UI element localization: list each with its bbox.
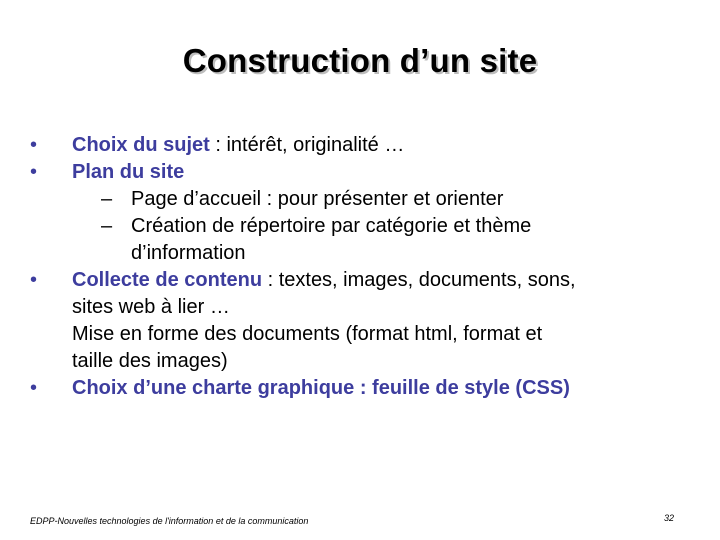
bullet-item-sujet [30,132,700,159]
slide-title: Construction d’un site [182,42,538,79]
bullet-text: : textes, images, documents, sons, [262,269,576,291]
bullet-item-charte [30,375,700,402]
bullet-item-contenu-continuation [30,294,700,321]
sub-item-repertoire-continuation [30,240,700,267]
bullet-text: : intérêt, originalité … [209,134,405,156]
bullet-keyword: Choix du sujet [72,134,210,156]
bullet-extra-text: Mise en forme des documents (format html, format et [72,323,543,345]
page-number: 32 [664,513,675,523]
bullet-keyword: Plan du site [72,161,185,183]
sub-item-repertoire [30,213,700,240]
sub-item-text: Page d’accueil : pour présenter et orienter [131,188,504,210]
sub-item-continuation-text: d’information [131,242,246,264]
bullet-icon: • [30,377,38,399]
bullet-extra-text: taille des images) [72,350,228,372]
sub-item-accueil [30,186,700,213]
footer-text: EDPP-Nouvelles technologies de l'information et de la communication [30,516,309,526]
bullet-item-contenu [30,267,700,294]
bullet-keyword: Choix d’une charte graphique : feuille de style (CSS) [72,377,570,399]
bullet-item-contenu-extra-2 [30,348,700,375]
bullet-item-contenu-extra-1 [30,321,700,348]
dash-icon: – [101,215,113,237]
bullet-keyword: Collecte de contenu [72,269,263,291]
bullet-icon: • [30,134,38,156]
bullet-icon: • [30,269,38,291]
sub-item-text: Création de répertoire par catégorie et thème [131,215,532,237]
bullet-item-plan [30,159,700,186]
bullet-icon: • [30,161,38,183]
slide-body [30,132,700,402]
dash-icon: – [101,188,113,210]
bullet-continuation-text: sites web à lier … [72,296,230,318]
